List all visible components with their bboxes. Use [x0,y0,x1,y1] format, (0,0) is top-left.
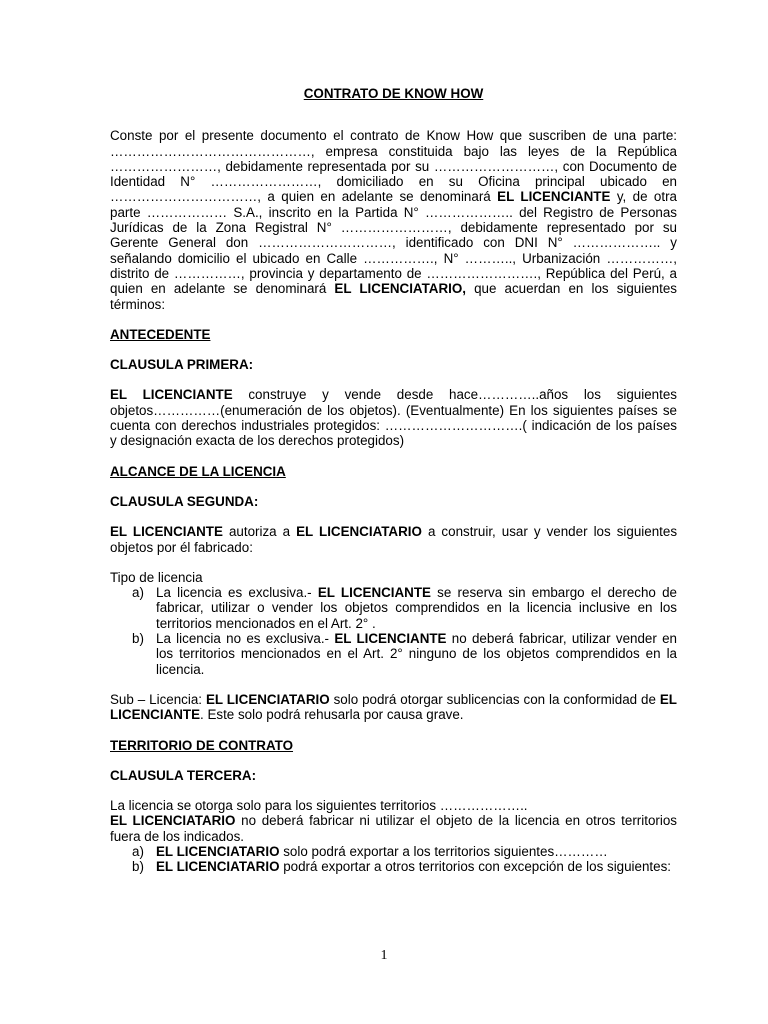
sublicense-text-2: solo podrá otorgar sublicencias con la conformidad de [329,691,660,707]
item-a-text-1: La licencia es exclusiva.- [156,585,318,601]
section-heading-alcance: ALCANCE DE LA LICENCIA [110,463,286,479]
item-a-text-2: se reserva sin embargo el derecho de fabricar, utilizar o vender los objetos comprendidos en la licencia inclusive en los territorios mencionados en el Art. 2° . [156,585,677,631]
clause-segunda-licenciatario: EL LICENCIATARIO [296,524,422,540]
list-item [110,859,677,874]
page-number: 1 [380,948,388,963]
clause-segunda-licenciante: EL LICENCIANTE [110,524,223,540]
section-heading-territorio: TERRITORIO DE CONTRATO [110,737,294,753]
intro-text-2: y, de otra parte ……………… S.A., inscrito en la Partida N° ……………….. del Registro de Personas Jurídicas de la Zona Registral N° ……………………, debidamente representado por su Gerente General don …………………………, identificado con DNI N° ……………….. y señalando domicilio el ubicado en Calle ……………., N° ……….., Urbanización ……………, distrito de ……………, provincia y departamento de ……………………., República del Perú, a quien en adelante se denominará [110,189,677,297]
list-marker: b) [132,859,144,875]
license-type-label: Tipo de licencia [110,569,203,585]
clause-tercera-body: no deberá fabricar ni utilizar el objeto de la licencia en otros territorios fuera de los indicados. [110,813,677,844]
export-a-text: solo podrá exportar a los territorios siguientes………… [279,843,608,859]
intro-text-3: que acuerdan en los siguientes términos: [110,281,677,312]
document-title: CONTRATO DE KNOW HOW [303,86,484,101]
clause-segunda-text [110,524,677,555]
clause-segunda-text-2: a construir, usar y vender los siguientes objetos por él fabricado: [110,524,678,555]
sublicense-paragraph [110,692,677,723]
clause-primera-body: construye y vende desde hace…………..años los siguientes objetos……………(enumeración de los objetos). (Eventualmente) En los siguientes países se cuenta con derechos industriales protegidos: ………………………….( indicación de los países y designación exacta de los derechos protegidos) [110,387,677,449]
sublicense-licenciante: EL LICENCIANTE [110,691,677,723]
sublicense-licenciatario: EL LICENCIATARIO [205,691,330,707]
clause-segunda-heading: CLAUSULA SEGUNDA: [110,493,259,509]
clause-tercera-heading: CLAUSULA TERCERA: [110,767,257,783]
item-b-text-2: no deberá fabricar, utilizar vender en los territorios mencionados en el Art. 2° ninguno de los objetos comprendidos en la licencia. [156,631,678,677]
license-type-list [110,585,677,677]
sublicense-text-1: Sub – Licencia: [110,691,206,707]
export-list [110,844,677,875]
list-marker: a) [132,585,144,601]
export-a-licenciatario: EL LICENCIATARIO [156,843,280,859]
list-item [110,844,677,859]
list-marker: a) [132,843,144,859]
item-b-text-1: La licencia no es exclusiva.- [156,631,335,647]
clause-tercera-licenciatario: EL LICENCIATARIO [110,813,236,829]
clause-tercera-text [110,813,677,844]
intro-licenciante: EL LICENCIANTE [497,189,611,205]
item-b-licenciante: EL LICENCIANTE [334,631,447,647]
export-b-licenciatario: EL LICENCIATARIO [156,859,280,875]
export-b-text: podrá exportar a otros territorios con excepción de los siguientes: [279,859,672,875]
sublicense-text-3: . Este solo podrá rehusarla por causa grave. [200,707,464,723]
clause-primera-licenciante: EL LICENCIANTE [110,387,233,403]
clause-tercera-line-1: La licencia se otorga solo para los siguientes territorios ……………….. [110,798,528,814]
document-body [110,86,677,875]
list-item [110,631,677,677]
clause-segunda-text-1: autoriza a [222,524,297,540]
list-marker: b) [132,631,144,647]
clause-primera-text [110,387,677,448]
section-heading-antecedente: ANTECEDENTE [110,326,211,342]
list-item [110,585,677,631]
intro-licenciatario: EL LICENCIATARIO, [334,281,466,297]
intro-paragraph [110,128,677,312]
intro-text-1: Conste por el presente documento el contrato de Know How que suscriben de una parte: ………………………………………, empresa constituida bajo las leyes de la República ……………………, debidamente representada por su ………………………, con Documento de Identidad N° ……………………, domiciliado en su Oficina principal ubicado en ……………………………, a quien en adelante se denominará [110,128,677,205]
item-a-licenciante: EL LICENCIANTE [317,585,431,601]
clause-primera-heading: CLAUSULA PRIMERA: [110,357,254,373]
